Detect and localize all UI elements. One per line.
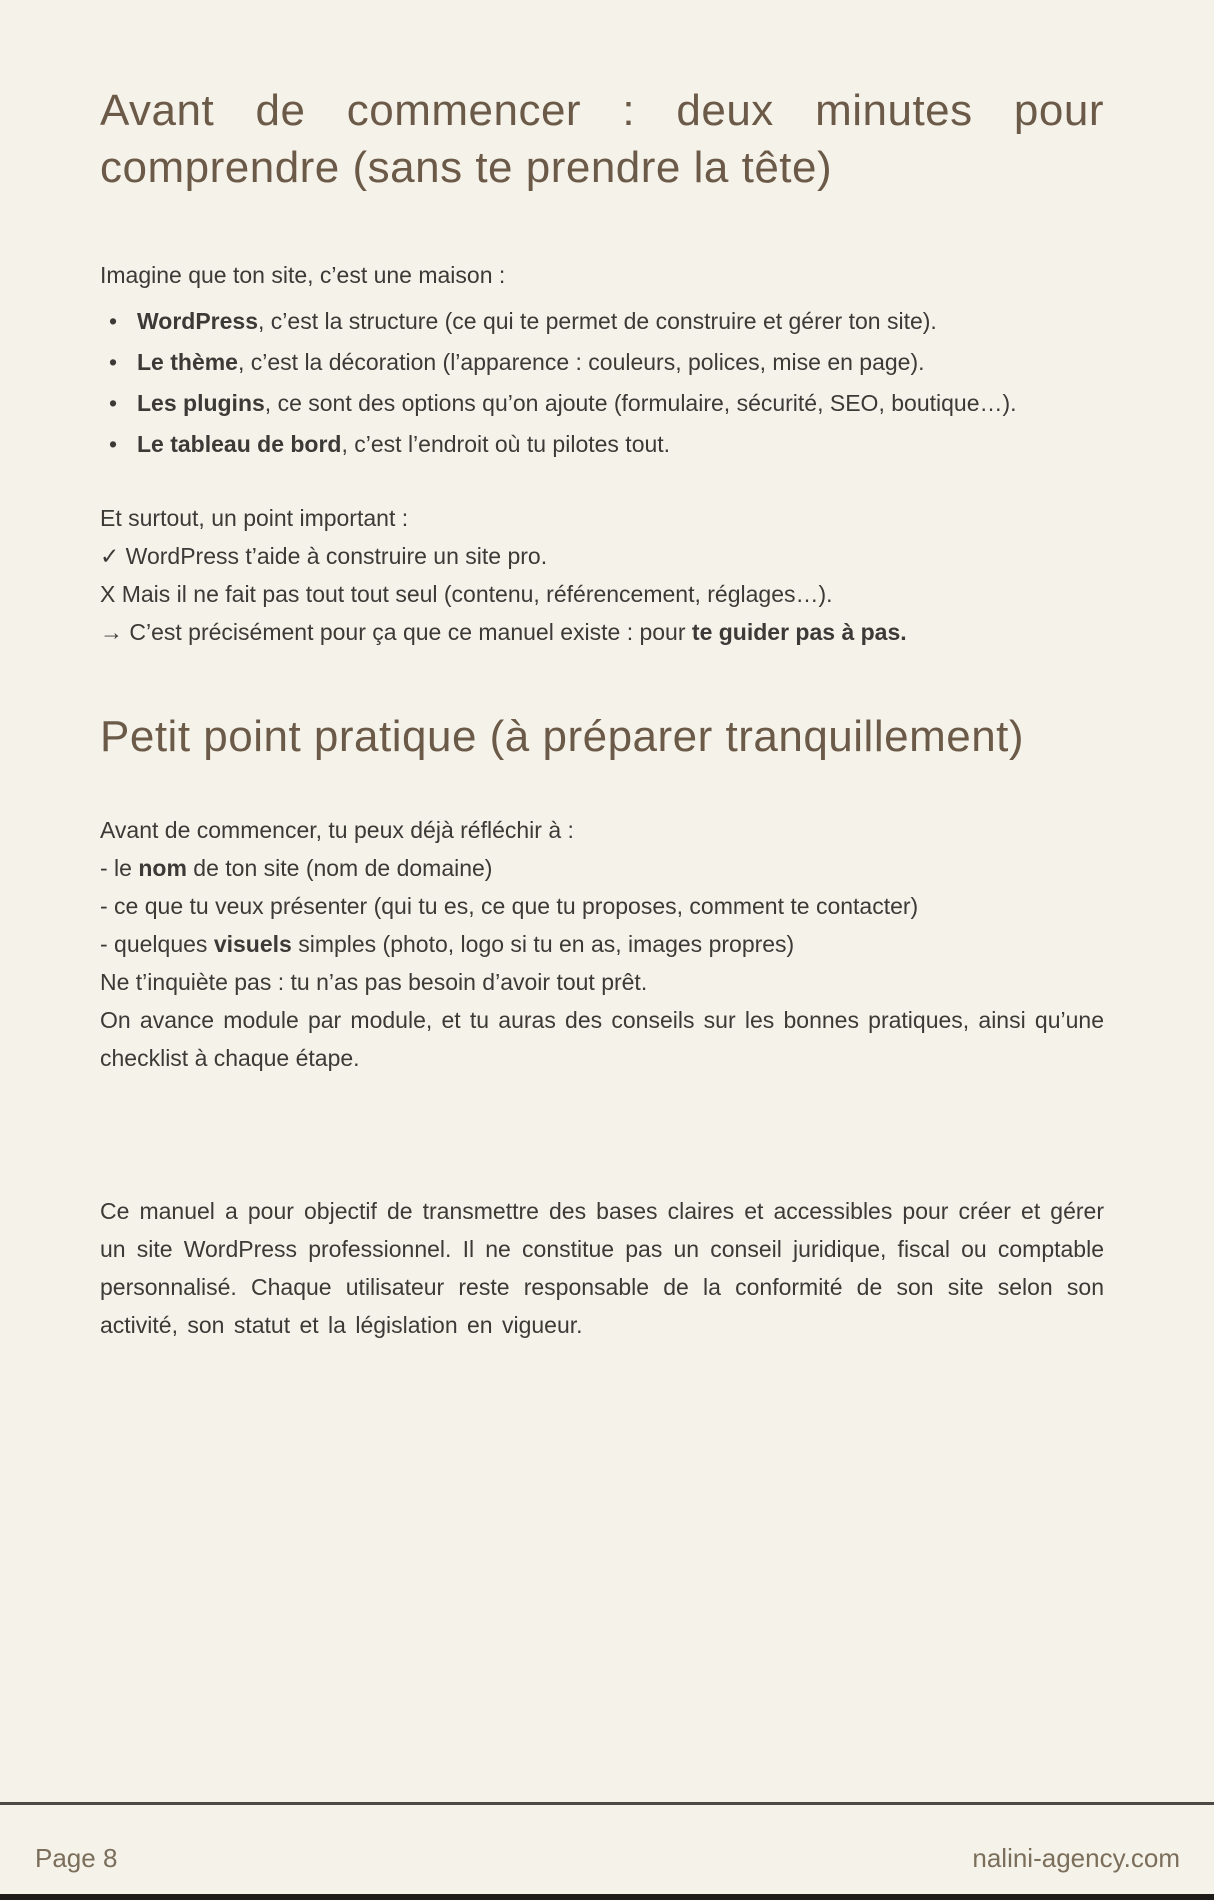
disclaimer-paragraph: Ce manuel a pour objectif de transmettre des bases claires et accessibles pour créer et gérer un site WordPress professionnel. Il ne constitue pas un conseil juridique, fiscal ou comptable personnalisé. Chaque utilisateur reste responsable de la conformité de son site selon son activité, son statut et la législation en vigueur. — [100, 1198, 1104, 1338]
bullet-icon: • — [109, 349, 118, 375]
preparation-line: On avance module par module, et tu auras des conseils sur les bonnes pratiques, ainsi qu’une checklist à chaque étape. — [100, 1007, 1104, 1071]
page-number: Page 8 — [35, 1843, 118, 1873]
preparation-line: - quelques visuels simples (photo, logo si tu en as, images propres) — [100, 931, 795, 957]
preparation-line: - ce que tu veux présenter (qui tu es, ce que tu proposes, comment te contacter) — [100, 893, 919, 919]
list-item-text: Le thème, c’est la décoration (l’apparence : couleurs, polices, mise en page). — [137, 349, 925, 375]
page-title-petit-point-pratique: Petit point pratique (à préparer tranquillement) — [100, 712, 1025, 761]
list-item — [100, 425, 1104, 463]
bullet-icon: • — [109, 308, 118, 334]
list-item — [100, 302, 1104, 340]
page-title-avant-de-commencer: Avant de commencer : deux minutes pour comprendre (sans te prendre la tête) — [100, 86, 1104, 192]
preparation-line: - le nom de ton site (nom de domaine) — [100, 855, 493, 881]
site-maison-list — [100, 302, 1104, 463]
bullet-icon: • — [109, 390, 118, 416]
arrow-line: → C’est précisément pour ça que ce manuel existe : pour te guider pas à pas. — [100, 619, 907, 645]
cross-line: X Mais il ne fait pas tout tout seul (contenu, référencement, réglages…). — [100, 581, 833, 607]
list-item-text: WordPress, c’est la structure (ce qui te permet de construire et gérer ton site). — [137, 308, 937, 334]
check-line: ✓ WordPress t’aide à construire un site pro. — [100, 543, 548, 569]
site-domain: nalini-agency.com — [972, 1843, 1180, 1873]
bottom-edge-bar — [0, 1894, 1214, 1900]
bullet-icon: • — [109, 431, 118, 457]
list-item — [100, 384, 1104, 422]
footer-divider — [0, 1802, 1214, 1805]
list-item-text: Les plugins, ce sont des options qu’on ajoute (formulaire, sécurité, SEO, boutique…). — [137, 390, 1017, 416]
list-item-text: Le tableau de bord, c’est l’endroit où tu pilotes tout. — [137, 431, 671, 457]
preparation-block — [100, 811, 1104, 1077]
list-item — [100, 343, 1104, 381]
page-footer — [35, 1838, 1180, 1878]
important-points — [100, 499, 1104, 651]
preparation-line: Ne t’inquiète pas : tu n’as pas besoin d’avoir tout prêt. — [100, 969, 648, 995]
preparation-line: Avant de commencer, tu peux déjà réfléchir à : — [100, 817, 574, 843]
intro-line: Imagine que ton site, c’est une maison : — [100, 262, 506, 288]
page-content — [100, 0, 1104, 1344]
important-lead: Et surtout, un point important : — [100, 505, 409, 531]
